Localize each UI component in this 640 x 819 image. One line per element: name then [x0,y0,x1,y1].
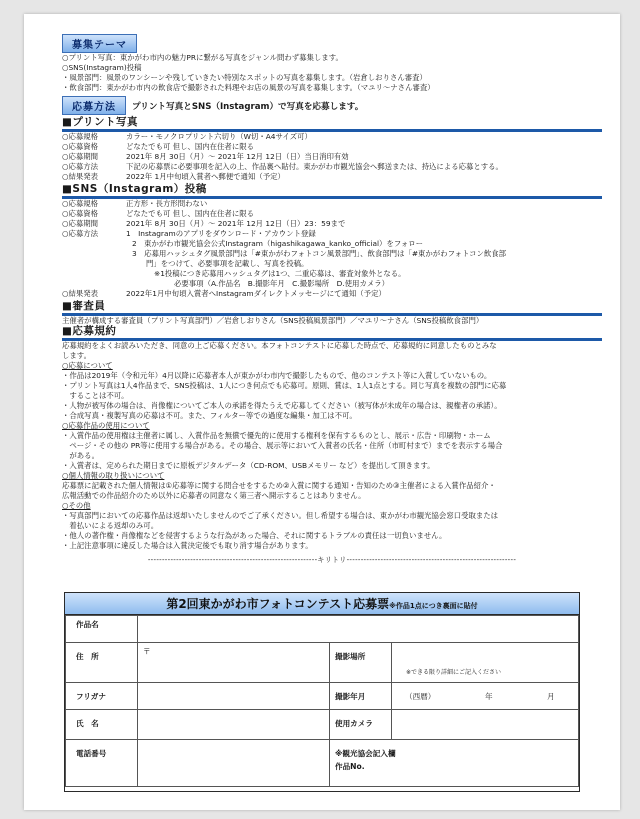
year-label: 年 [485,692,493,701]
sns-section-heading [62,184,602,199]
row-value: 2022年 1月中旬頃入賞者へ郵便で通知（予定） [126,172,285,181]
rules-subheading: ○応募作品の使用について [62,421,150,430]
rules-line: ・入賞者は、定められた期日までに原板デジタルデータ（CD-ROM、USBメモリー など）を提出して頂きます。 [62,461,435,470]
row-key: ○応募規格 [62,132,99,141]
row-key: ○応募資格 [62,209,99,218]
row-value: どなたでも可 但し、国内在住者に限る [126,209,254,218]
print-row [62,152,602,162]
print-row [62,162,602,172]
sns-row [62,229,602,239]
sns-step: 3 応募用ハッシュタグ風景部門は「#東かがわフォトコン風景部門」、飲食部門は「#東かがわフォトコン飲食部 [132,249,507,258]
sns-step: 門」をつけて、必要事項を記載し、写真を投稿。 [146,259,309,268]
form-table [65,615,579,787]
camera-field[interactable] [392,710,579,740]
sns-step: 2 東かがわ市観光協会公式Instagram（higashikagawa_kanko_official）をフォロー [132,239,424,248]
rules-subheading: ○個人情報の取り扱いについて [62,471,165,480]
name-field[interactable] [138,710,330,740]
rules-line: ・作品は2019年（令和元年）4月以降に応募者本人が東かがわ市内で撮影したもので、他のコンテスト等に入賞していないもの。 [62,371,492,380]
rules-line: ・入賞作品の使用権は主催者に属し、入賞作品を無償で優先的に使用する権利を保有するものとし、展示・広告・印刷物・ホーム [62,431,491,440]
form-title [65,593,579,615]
rules-heading [62,326,602,341]
print-row [62,142,602,152]
row-key: ○結果発表 [62,289,99,298]
sns-result-row [62,289,602,299]
location-field[interactable] [392,643,579,683]
rules-title: ■応募規約 [62,325,117,337]
row-key: ○応募期間 [62,219,99,228]
entry-sheet [24,14,620,810]
rules-line: ・合成写真・複製写真の応募は不可。また、フィルター等での過度な編集・加工は不可。 [62,411,357,420]
row-key: ○応募方法 [62,229,99,238]
judges-heading [62,301,602,316]
location-label: 撮影場所 [330,643,392,683]
sns-note: ※1投稿につき応募用ハッシュタグは1つ、二重応募は、審査対象外となる。 [154,269,406,278]
rules-line: 応募票に記載された個人情報は①応募等に関する問合せをするため②入賞に関する通知・告知のため③主催者による入賞作品紹介・ [62,481,496,490]
sns-row [62,199,602,209]
rules-line: がある。 [62,451,99,460]
era-label: （西暦） [405,692,436,701]
recruit-line: ○プリント写真：東かがわ市内の魅力PRに繋がる写真をジャンル問わず募集します。 [62,53,343,62]
row-value: 2021年 8月 30日（月）～ 2021年 12月 12日（日）23：59まで [126,219,346,228]
form-title-note: ※作品1点につき裏面に貼付 [389,602,478,610]
judges-text: 主催者が構成する審査員（プリント写真部門）／岩倉しおりさん（SNS投稿風景部門）／マユリ～ナさん（SNS投稿飲食部門） [62,316,484,325]
location-note: ※できる限り詳細にご記入ください [406,669,502,676]
work-no-label: 作品No. [335,762,365,771]
apply-text: プリント写真とSNS（Instagram）で写真を応募します。 [132,101,364,112]
cut-line: ------------------------------------------------------------キリトリ------------------------------------------------------------ [147,556,517,564]
print-row [62,132,602,142]
rules-line: 広報活動での作品紹介のため以外に応募者の同意なく第三者へ開示することはありません。 [62,491,366,500]
recruit-line: ・風景部門：風景のワンシーンや残していきたい特別なスポットの写真を募集します。（岩倉しおりさん審査） [62,73,427,82]
print-section-heading [62,117,602,132]
rules-line: ・プリント写真は1人4作品まで、SNS投稿は、1人につき何点でも応募可。原則、賞は、1人1点とする。同じ写真を複数の部門に応募 [62,381,507,390]
phone-field[interactable] [138,740,330,787]
sns-row [62,209,602,219]
phone-label: 電話番号 [66,740,138,787]
row-value: どなたでも可 但し、国内在住者に限る [126,142,254,151]
address-label: 住 所 [66,643,138,683]
sns-note: 必要事項（A.作品名 B.撮影年月 C.撮影場所 D.使用カメラ） [174,279,390,288]
recruit-header [62,34,602,53]
row-key: ○応募規格 [62,199,99,208]
row-value: 2021年 8月 30日（月）～ 2021年 12月 12日（日）当日消印有効 [126,152,349,161]
rules-subheading: ○その他 [62,501,91,510]
row-value: 1 Instagramのアプリをダウンロード・アカウント登録 [126,229,316,238]
rules-line: 着払いによる返却のみ可。 [62,521,159,530]
date-label: 撮影年月 [330,683,392,710]
rules-intro: 応募規約をよくお読みいただき、同意の上ご応募ください。本フォトコンテストに応募した時点で、応募規約に同意したものとみな [62,341,497,350]
office-label: ※観光協会記入欄 [335,749,396,758]
recruit-line: ・飲食部門：東かがわ市内の飲食店で撮影された料理やお店の風景の写真を募集します。（マユリ～ナさん審査） [62,83,435,92]
entry-form [64,592,580,792]
rules-line: ・他人の著作権・肖像権などを侵害するような行為があった場合、それに関するトラブルの責任は一切負いません。 [62,531,447,540]
rules-line: することは不可。 [62,391,129,400]
postal-mark: 〒 [143,647,151,656]
apply-header [62,96,602,115]
row-value: 2022年1月中旬頃入賞者へInstagramダイレクトメッセージにて通知（予定） [126,289,386,298]
rules-line: ・上記注意事項に違反した場合は入賞決定後でも取り消す場合があります。 [62,541,313,550]
row-value: 下記の応募票に必要事項を記入の上、作品裏へ貼付。東かがわ市観光協会へ郵送または、持込による応募とする。 [126,162,503,171]
rules-intro: します。 [62,351,91,360]
row-key: ○結果発表 [62,172,99,181]
camera-label: 使用カメラ [330,710,392,740]
row-key: ○応募期間 [62,152,99,161]
recruit-line: ○SNS(Instagram)投稿 [62,63,142,72]
sns-row [62,219,602,229]
month-label: 月 [547,692,555,701]
rules-line: ページ・その他の PR等に使用する場合がある。その場合、展示等において入賞者の氏名・住所（市町村まで）までを表示する場合 [62,441,503,450]
judges-title: ■審査員 [62,300,106,312]
sheet-content [62,34,602,569]
work-name-label: 作品名 [66,616,138,643]
name-label: 氏 名 [66,710,138,740]
row-key: ○応募資格 [62,142,99,151]
furigana-field[interactable] [138,683,330,710]
row-value: 正方形・長方形問わない [126,199,208,208]
rules-subheading: ○応募について [62,361,113,370]
apply-label: 応募方法 [62,96,126,115]
rules-line: ・写真部門においての応募作品は返却いたしませんのでご了承ください。但し希望する場合は、東かがわ市観光協会窓口受取または [62,511,499,520]
row-key: ○応募方法 [62,162,99,171]
recruit-label: 募集テーマ [62,34,137,53]
rules-line: ・人物が被写体の場合は、肖像権についてご本人の承諾を得たうえで応募してください（被写体が未成年の場合は、親権者の承諾）。 [62,401,502,410]
address-field[interactable] [138,643,330,683]
print-section-title: ■プリント写真 [62,116,139,128]
date-field[interactable] [392,683,579,710]
furigana-label: フリガナ [66,683,138,710]
work-name-field[interactable] [138,616,579,643]
office-use-area [330,740,579,787]
sns-section-title: ■SNS（Instagram）投稿 [62,183,207,195]
form-title-text: 第2回東かがわ市フォトコンテスト応募票 [166,597,390,611]
row-value: カラー・モノクロプリント六切り（W切・A4サイズ可） [126,132,312,141]
